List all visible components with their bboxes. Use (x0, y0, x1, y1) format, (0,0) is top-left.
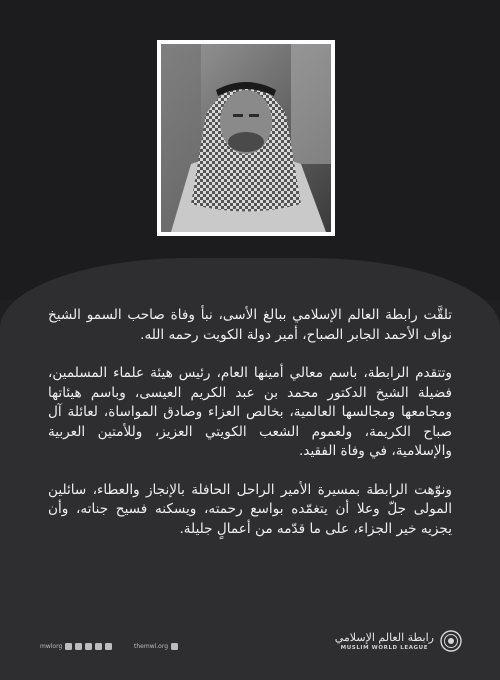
mwl-seal-icon (440, 630, 462, 652)
logo-text (335, 631, 434, 651)
social-handle: mwlorg (40, 643, 63, 650)
website-text: themwl.org (134, 643, 169, 650)
x-icon[interactable] (65, 643, 72, 650)
facebook-icon[interactable] (95, 643, 102, 650)
instagram-icon[interactable] (85, 643, 92, 650)
portrait-photo (161, 44, 331, 232)
globe-icon (171, 643, 178, 650)
portrait-frame (157, 40, 335, 236)
footer (0, 628, 500, 668)
logo-arabic: رابطة العالم الإسلامي (334, 631, 434, 644)
youtube-icon[interactable] (75, 643, 82, 650)
statement-paragraph-3: ونوّهت الرابطة بمسيرة الأمير الراحل الحافلة بالإنجاز والعطاء، سائلين المولى جلّ وعلا أن يتغمّده بواسع رحمته، ويسكنه فسيح جناته، وأن يجزيه خير الجزاء، على ما قدّمه من أعمالٍ جليلة. (48, 481, 452, 537)
statement-paragraph-2: وتتقدم الرابطة، باسم معالي أمينها العام، رئيس هيئة علماء المسلمين، فضيلة الشيخ الدكتور محمد بن عبد الكريم العيسى، وباسم هيئاتها ومجامعها ومجالسها العالمية، بخالص العزاء وصادق المواساة، لعائلة آل صباح الكريمة، ولعموم الشعب الكويتي العزيز، وللأمتين العربية والإسلامية، في وفاة الفقيد. (48, 365, 452, 459)
logo-english: MUSLIM WORLD LEAGUE (340, 645, 429, 651)
statement-paragraph-1: تلقَّت رابطة العالم الإسلامي ببالغ الأسى، نبأ وفاة صاحب السمو الشيخ نواف الأحمد الجابر الصباح، أمير دولة الكويت رحمه الله. (48, 307, 452, 343)
social-links (40, 643, 112, 650)
condolence-statement (48, 306, 452, 558)
linkedin-icon[interactable] (105, 643, 112, 650)
mwl-logo (335, 630, 462, 652)
website-link[interactable] (134, 643, 178, 650)
